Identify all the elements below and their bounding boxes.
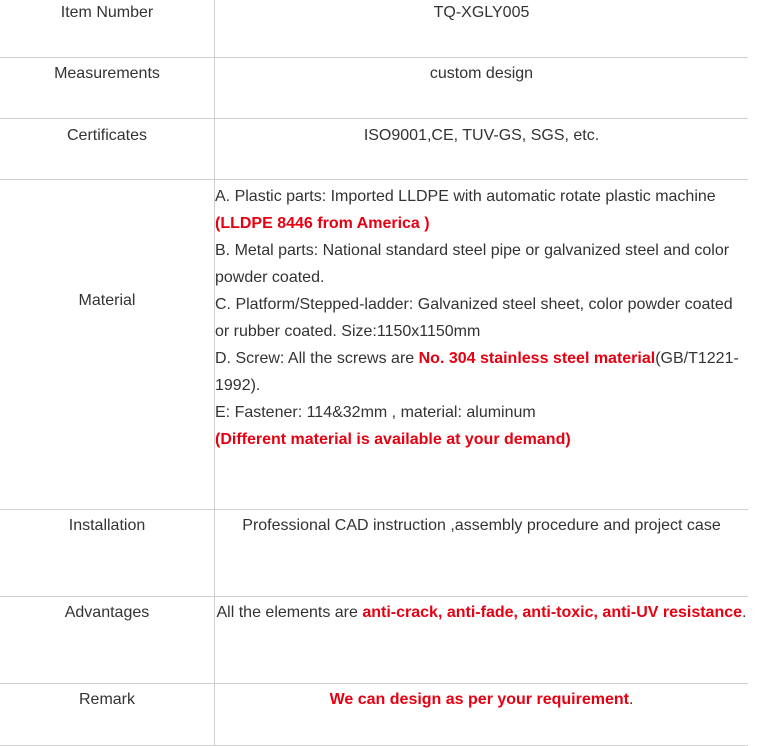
remark-value	[215, 686, 748, 713]
table-row-remark	[0, 684, 748, 746]
material-label: Material	[78, 292, 136, 309]
item-number-label: Item Number	[60, 4, 154, 21]
row-label-cell	[0, 119, 215, 180]
material-line-d-prefix: D. Screw: All the screws are	[215, 350, 419, 367]
measurements-value: custom design	[429, 65, 534, 82]
material-line-e: E: Fastener: 114&32mm , material: aluminum	[215, 404, 536, 421]
row-label-cell	[0, 684, 215, 746]
remark-label: Remark	[78, 691, 135, 708]
row-label-cell	[0, 0, 215, 58]
material-line-d-highlight: No. 304 stainless steel material	[418, 350, 656, 367]
material-line-a: A. Plastic parts: Imported LLDPE with automatic rotate plastic machine	[215, 188, 716, 205]
material-description	[215, 183, 748, 453]
remark-suffix: .	[628, 691, 634, 708]
table-row-item-number	[0, 0, 748, 58]
row-label-cell	[0, 180, 215, 510]
advantages-value	[215, 599, 748, 626]
row-value-cell	[215, 58, 749, 119]
row-value-cell	[215, 510, 749, 597]
row-value-cell	[215, 684, 749, 746]
installation-value: Professional CAD instruction ,assembly procedure and project case	[242, 517, 721, 534]
item-number-value: TQ-XGLY005	[433, 4, 530, 21]
installation-label: Installation	[68, 517, 146, 534]
row-label-cell	[0, 510, 215, 597]
advantages-suffix: .	[742, 604, 747, 621]
advantages-highlight: anti-crack, anti-fade, anti-toxic, anti-UV resistance	[362, 604, 743, 621]
remark-highlight: We can design as per your requirement	[329, 691, 629, 708]
material-line-d-suffix: (GB/T1221-1992).	[215, 350, 739, 394]
table-row-certificates	[0, 119, 748, 180]
material-line-e-highlight: (Different material is available at your demand)	[215, 431, 571, 448]
material-line-a-highlight: (LLDPE 8446 from America )	[215, 215, 430, 232]
advantages-prefix: All the elements are	[216, 604, 363, 621]
row-value-cell	[215, 119, 749, 180]
row-label-cell	[0, 58, 215, 119]
row-value-cell	[215, 597, 749, 684]
row-value-cell	[215, 0, 749, 58]
material-line-b: B. Metal parts: National standard steel pipe or galvanized steel and color powder coated.	[215, 242, 730, 286]
table-row-advantages	[0, 597, 748, 684]
certificates-label: Certificates	[66, 127, 148, 144]
advantages-label: Advantages	[64, 604, 150, 621]
table-row-material	[0, 180, 748, 510]
measurements-label: Measurements	[54, 65, 160, 82]
certificates-value: ISO9001,CE, TUV-GS, SGS, etc.	[363, 127, 600, 144]
material-line-c: C. Platform/Stepped-ladder: Galvanized steel sheet, color powder coated or rubber coated. Size:1150x1150mm	[215, 296, 733, 340]
table-row-measurements	[0, 58, 748, 119]
row-label-cell	[0, 597, 215, 684]
table-row-installation	[0, 510, 748, 597]
row-value-cell	[215, 180, 749, 510]
